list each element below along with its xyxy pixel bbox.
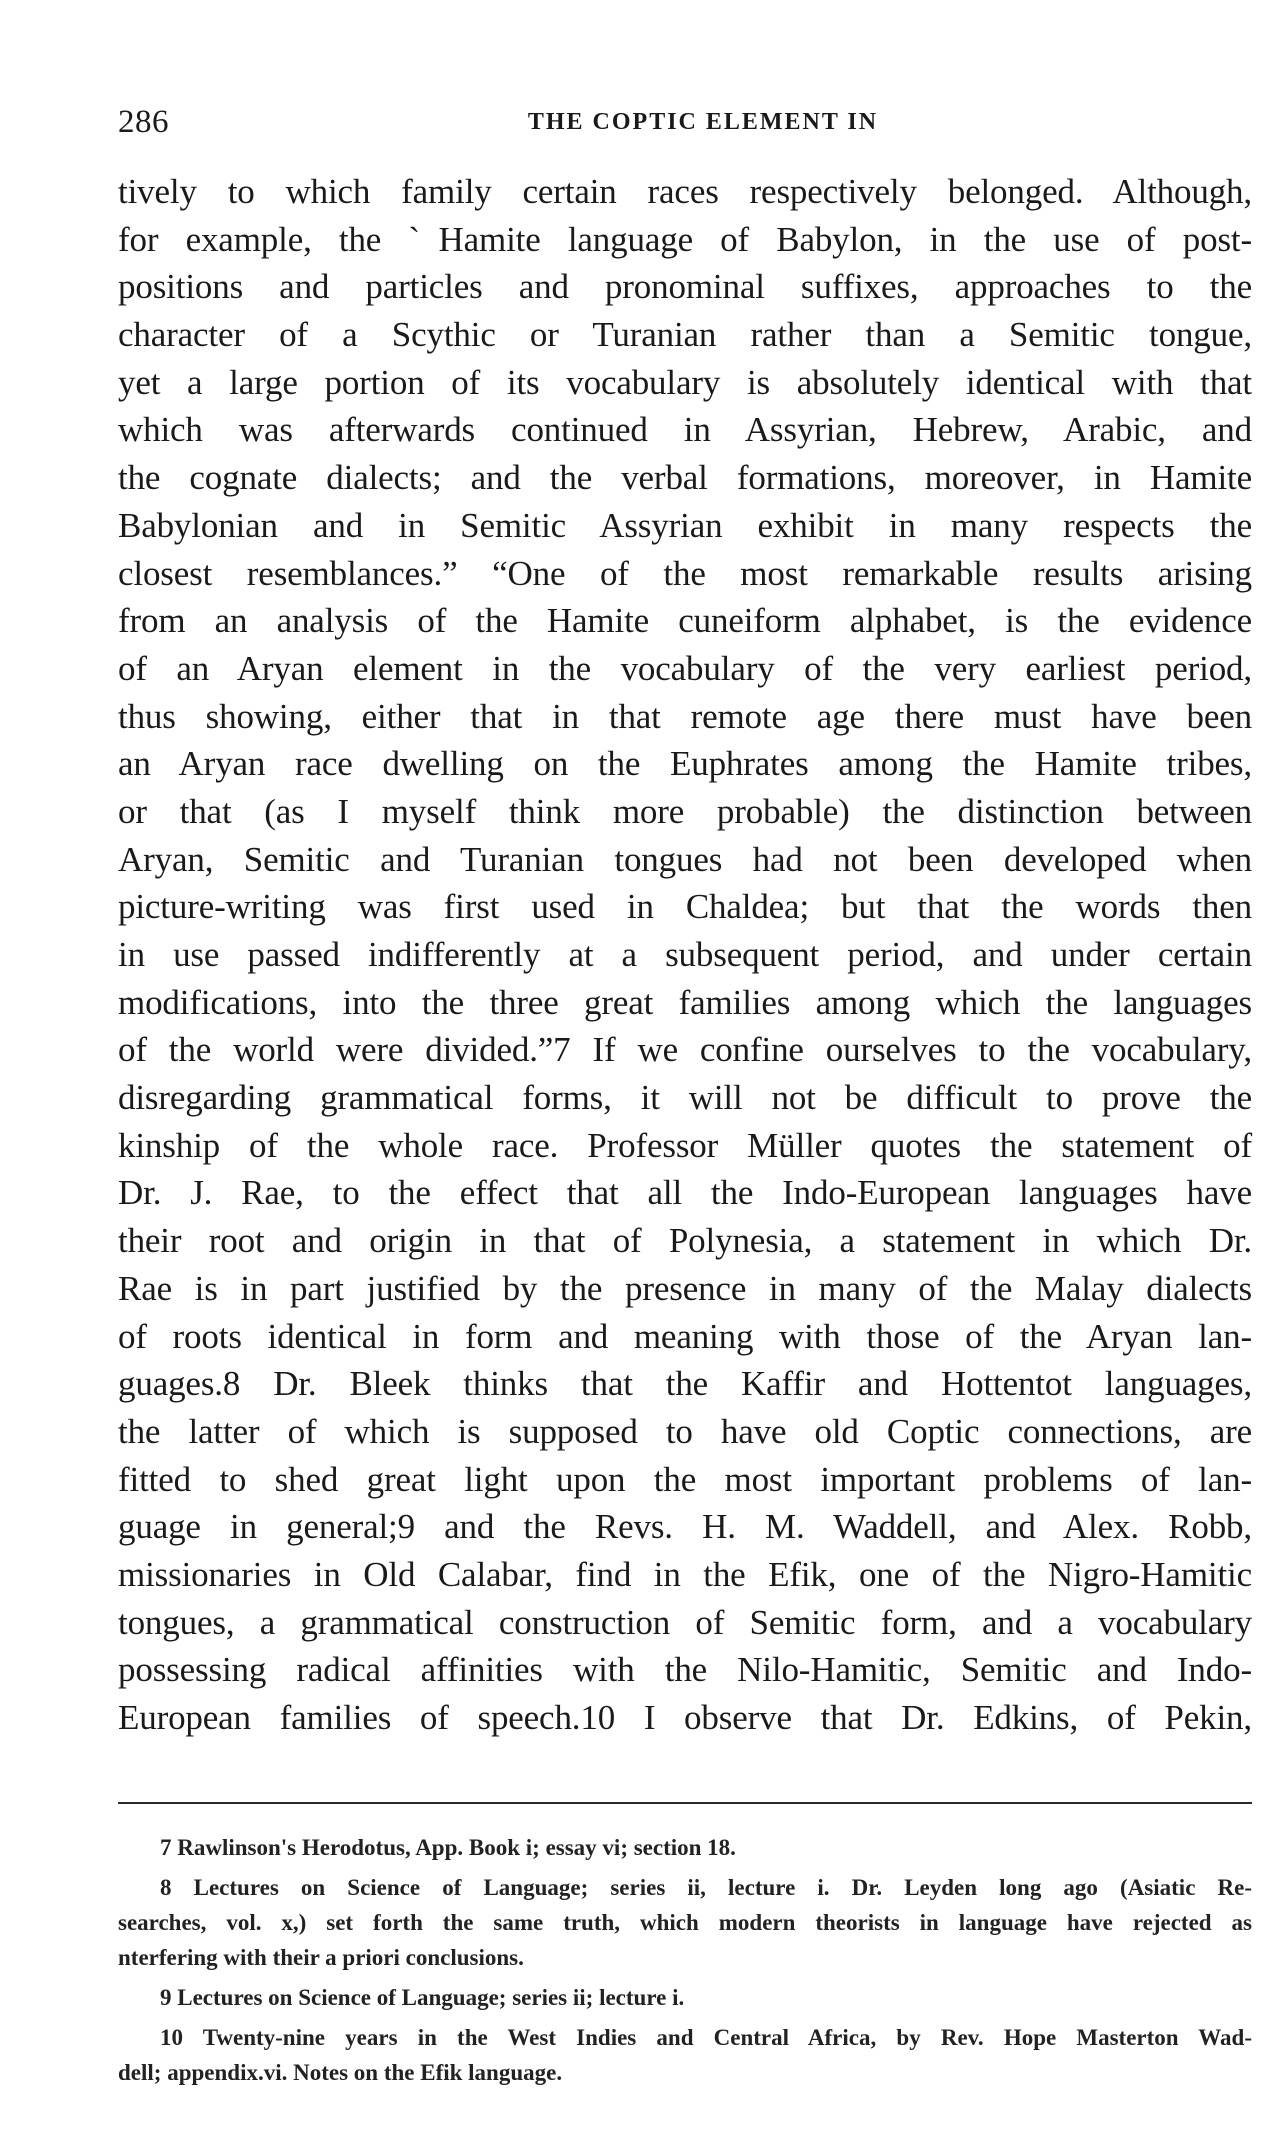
body-text [118, 168, 1252, 1742]
footnote-line: dell; appendix.vi. Notes on the Efik language. [118, 2060, 563, 2085]
body-line: of roots identical in form and meaning with those of the Aryan lan- [118, 1316, 1252, 1356]
page-number: 286 [118, 104, 169, 140]
footnote-line: 10 Twenty-nine years in the West Indies and Central Africa, by Rev. Hope Masterton Wad- [160, 2025, 1252, 2050]
body-line: European families of speech.10 I observe that Dr. Edkins, of Pekin, [118, 1698, 1252, 1737]
body-line: Rae is in part justified by the presence in many of the Malay dialects [118, 1268, 1252, 1308]
body-line: tively to which family certain races respectively belonged. Although, [118, 172, 1252, 211]
body-line: of an Aryan element in the vocabulary of the very earliest period, [118, 648, 1252, 688]
footnote-8 [118, 1870, 1252, 1975]
footnote-rule [118, 1802, 1252, 1804]
running-head: THE COPTIC ELEMENT IN [527, 109, 879, 135]
footnote-7 [118, 1830, 1252, 1865]
body-line: from an analysis of the Hamite cuneiform alphabet, is the evidence [118, 601, 1252, 641]
body-line: for example, the ˋHamite language of Babylon, in the use of post- [118, 219, 1252, 259]
footnote-line: 9 Lectures on Science of Language; series ii; lecture i. [160, 1985, 685, 2010]
page-header [118, 104, 1248, 138]
footnote-10 [118, 2020, 1252, 2090]
body-line: Babylonian and in Semitic Assyrian exhibit in many respects the [118, 505, 1252, 545]
body-line: guages.8 Dr. Bleek thinks that the Kaffir and Hottentot languages, [118, 1364, 1252, 1404]
body-line: positions and particles and pronominal suffixes, approaches to the [118, 267, 1252, 307]
body-line: character of a Scythic or Turanian rather than a Semitic tongue, [118, 315, 1252, 355]
footnote-line: searches, vol. x,) set forth the same truth, which modern theorists in language have rejected as [118, 1910, 1252, 1935]
body-line: their root and origin in that of Polynesia, a statement in which Dr. [118, 1221, 1252, 1261]
body-line: possessing radical affinities with the Nilo-Hamitic, Semitic and Indo- [118, 1650, 1252, 1690]
body-line: tongues, a grammatical construction of Semitic form, and a vocabulary [118, 1602, 1252, 1642]
body-line: or that (as I myself think more probable) the distinction between [118, 791, 1252, 831]
footnote-9 [118, 1980, 1252, 2015]
body-line: Aryan, Semitic and Turanian tongues had not been developed when [118, 839, 1252, 879]
footnote-line: 7 Rawlinson's Herodotus, App. Book i; essay vi; section 18. [160, 1835, 736, 1860]
body-line: an Aryan race dwelling on the Euphrates among the Hamite tribes, [118, 744, 1252, 784]
body-line: modifications, into the three great families among which the languages [118, 982, 1252, 1022]
body-line: of the world were divided.”7 If we confine ourselves to the vocabulary, [118, 1030, 1252, 1070]
body-line: thus showing, either that in that remote age there must have been [118, 696, 1252, 736]
body-line: disregarding grammatical forms, it will not be difficult to prove the [118, 1078, 1252, 1118]
body-line: which was afterwards continued in Assyrian, Hebrew, Arabic, and [118, 410, 1252, 450]
body-line: missionaries in Old Calabar, find in the Efik, one of the Nigro-Hamitic [118, 1554, 1252, 1594]
body-line: the cognate dialects; and the verbal formations, moreover, in Hamite [118, 458, 1252, 498]
footnote-line: nterfering with their a priori conclusions. [118, 1945, 524, 1970]
body-line: closest resemblances.” “One of the most remarkable results arising [118, 553, 1252, 593]
body-line: Dr. J. Rae, to the effect that all the Indo-European languages have [118, 1173, 1252, 1213]
footnote-line: 8 Lectures on Science of Language; series ii, lecture i. Dr. Leyden long ago (Asiatic Re- [160, 1875, 1252, 1900]
body-line: kinship of the whole race. Professor Müller quotes the statement of [118, 1125, 1252, 1165]
body-line: fitted to shed great light upon the most important problems of lan- [118, 1459, 1252, 1499]
body-line: yet a large portion of its vocabulary is absolutely identical with that [118, 362, 1252, 402]
body-line: the latter of which is supposed to have old Coptic connections, are [118, 1411, 1252, 1451]
body-line: in use passed indifferently at a subsequent period, and under certain [118, 935, 1252, 974]
footnotes [118, 1830, 1252, 2090]
body-line: picture-writing was first used in Chaldea; but that the words then [118, 887, 1252, 927]
body-line: guage in general;9 and the Revs. H. M. Waddell, and Alex. Robb, [118, 1507, 1252, 1547]
